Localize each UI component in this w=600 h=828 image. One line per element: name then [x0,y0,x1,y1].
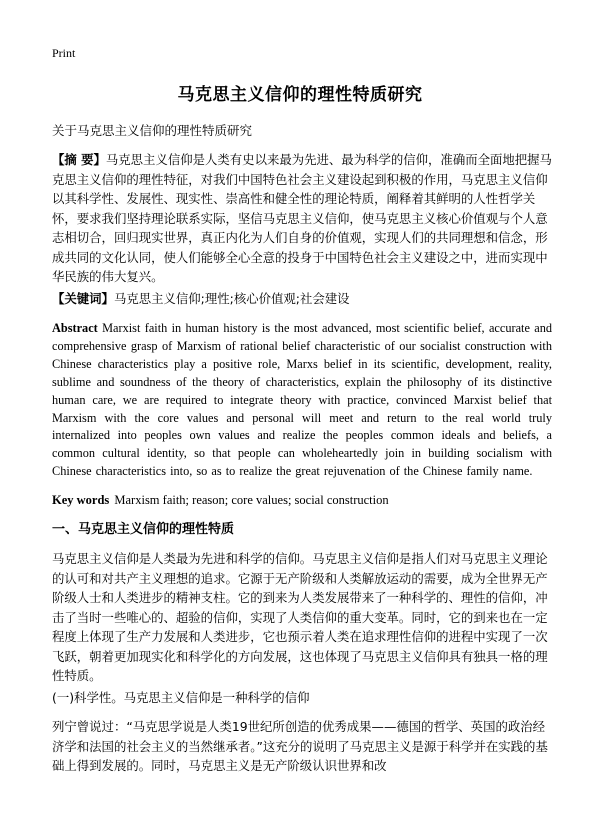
abstract-zh-label: 【摘 要】 [52,152,106,167]
abstract-en [52,320,552,481]
subsection-paragraph: 列宁曾说过：“马克思学说是人类19世纪所创造的优秀成果——德国的哲学、英国的政治经济学和法国的社会主义的当然继承者。”这充分的说明了马克思主义是源于科学并在实践的基础上得到发展的。同时，马克思主义是无产阶级认识世界和改 [52,719,548,773]
keywords-en-text: Marxism faith; reason; core values; social construction [114,493,389,507]
keywords-en-label: Key words [52,493,110,507]
print-link[interactable]: Print [52,46,76,60]
keywords-zh [52,289,552,309]
abstract-zh [52,150,552,287]
abstract-en-text: Marxist faith in human history is the most advanced, most scientific belief, accurate and comprehensive grasp of Marxism of rational belief characteristic of our socialist construction with Chinese characteristics play a positive role, Marxs belief in its scientific, development, reality, sublime and soundness of the theory of characteristics, explain the philosophy of its distinctive human care, we are required to integrate theory with practice, convinced Marxist belief that Marxism with the core values and personal will meet and return to the real world truly internalized into peoples own values and realize the peoples common ideals and beliefs, a common cultural identity, so that people can wholeheartedly join in building socialism with Chinese characteristics into, so as to realize the great rejuvenation of the Chinese family name. [52,321,553,479]
page-title: 马克思主义信仰的理性特质研究 [177,85,423,105]
abstract-en-label: Abstract [52,321,98,335]
keywords-zh-label: 【关键词】 [52,291,114,306]
abstract-zh-text: 马克思主义信仰是人类有史以来最为先进、最为科学的信仰，准确而全面地把握马克思主义信仰的理性特征，对我们中国特色社会主义建设起到积极的作用，马克思主义信仰以其科学性、发展性、现实性、崇高性和健全性的理论特质，阐释着其鲜明的人性哲学关怀，要求我们坚持理论联系实际，坚信马克思主义信仰，使马克思主义核心价值观与个人意志相切合，回归现实世界，真正内化为人们自身的价值观，实现人们的共同理想和信念，形成共同的文化认同，使人们能够全心全意的投身于中国特色社会主义建设之中，进而实现中华民族的伟大复兴。 [52,152,552,284]
section-heading: 一、马克思主义信仰的理性特质 [52,522,235,537]
section-paragraph: 马克思主义信仰是人类最为先进和科学的信仰。马克思主义信仰是指人们对马克思主义理论的认可和对共产主义理想的追求。它源于无产阶级和人类解放运动的需要，成为全世界无产阶级人士和人类进步的精神支柱。它的到来为人类发展带来了一种科学的、理性的信仰，冲击了当时一些唯心的、超验的信仰，实现了人类信仰的重大变革。同时，它的到来也在一定程度上体现了生产力发展和人类进步，它也预示着人类在追求理性信仰的进程中实现了一次飞跃，朝着更加现实化和科学化的方向发展，这也体现了马克思主义信仰具有独具一格的理性特质。 [52,551,548,683]
article-subtitle: 关于马克思主义信仰的理性特质研究 [52,123,253,138]
keywords-zh-text: 马克思主义信仰;理性;核心价值观;社会建设 [113,291,350,306]
subsection-heading: (一)科学性。马克思主义信仰是一种科学的信仰 [52,690,310,705]
keywords-en [52,489,552,508]
